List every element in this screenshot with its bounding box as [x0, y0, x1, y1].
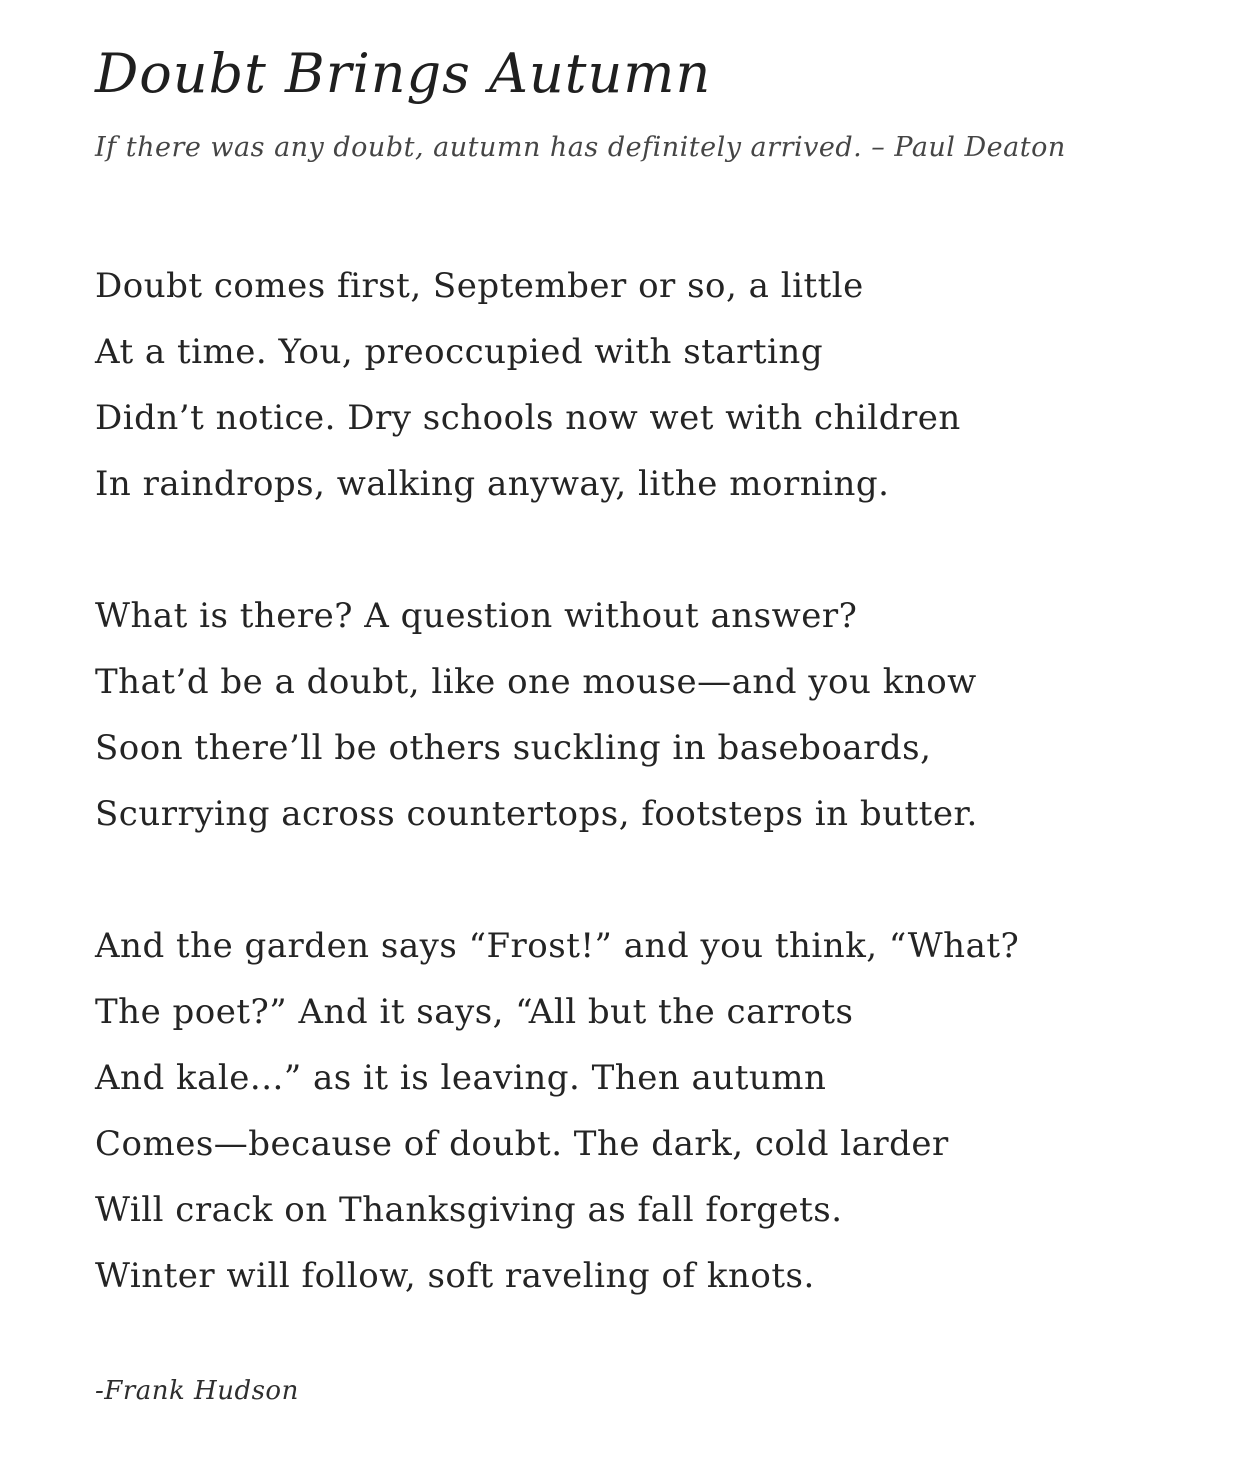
- poem-line: Didn’t notice. Dry schools now wet with children: [95, 397, 961, 438]
- poem-attribution: -Frank Hudson: [95, 1375, 299, 1406]
- stanza-3: [95, 913, 1169, 1309]
- poem-line: Comes—because of doubt. The dark, cold larder: [95, 1123, 949, 1164]
- poem-line: And the garden says “Frost!” and you think, “What?: [95, 925, 1020, 966]
- poem-line: Doubt comes first, September or so, a little: [95, 265, 864, 306]
- poem-line: Soon there’ll be others suckling in baseboards,: [95, 727, 932, 768]
- poem-line: The poet?” And it says, “All but the carrots: [95, 991, 854, 1032]
- poem-line: In raindrops, walking anyway, lithe morning.: [95, 463, 890, 504]
- poem-line: Winter will follow, soft raveling of knots.: [95, 1255, 815, 1296]
- poem-line: What is there? A question without answer?: [95, 595, 858, 636]
- poem-line: Will crack on Thanksgiving as fall forgets.: [95, 1189, 843, 1230]
- poem-line: That’d be a doubt, like one mouse—and you know: [95, 661, 977, 702]
- poem-epigraph: If there was any doubt, autumn has definitely arrived. – Paul Deaton: [95, 131, 1066, 163]
- poem-title: Doubt Brings Autumn: [95, 42, 712, 105]
- poem-body: [95, 253, 1169, 1309]
- poem-line: At a time. You, preoccupied with starting: [95, 331, 824, 372]
- poem-line: Scurrying across countertops, footsteps in butter.: [95, 793, 978, 834]
- stanza-2: [95, 583, 1169, 847]
- stanza-1: [95, 253, 1169, 517]
- poem-line: And kale...” as it is leaving. Then autumn: [95, 1057, 827, 1098]
